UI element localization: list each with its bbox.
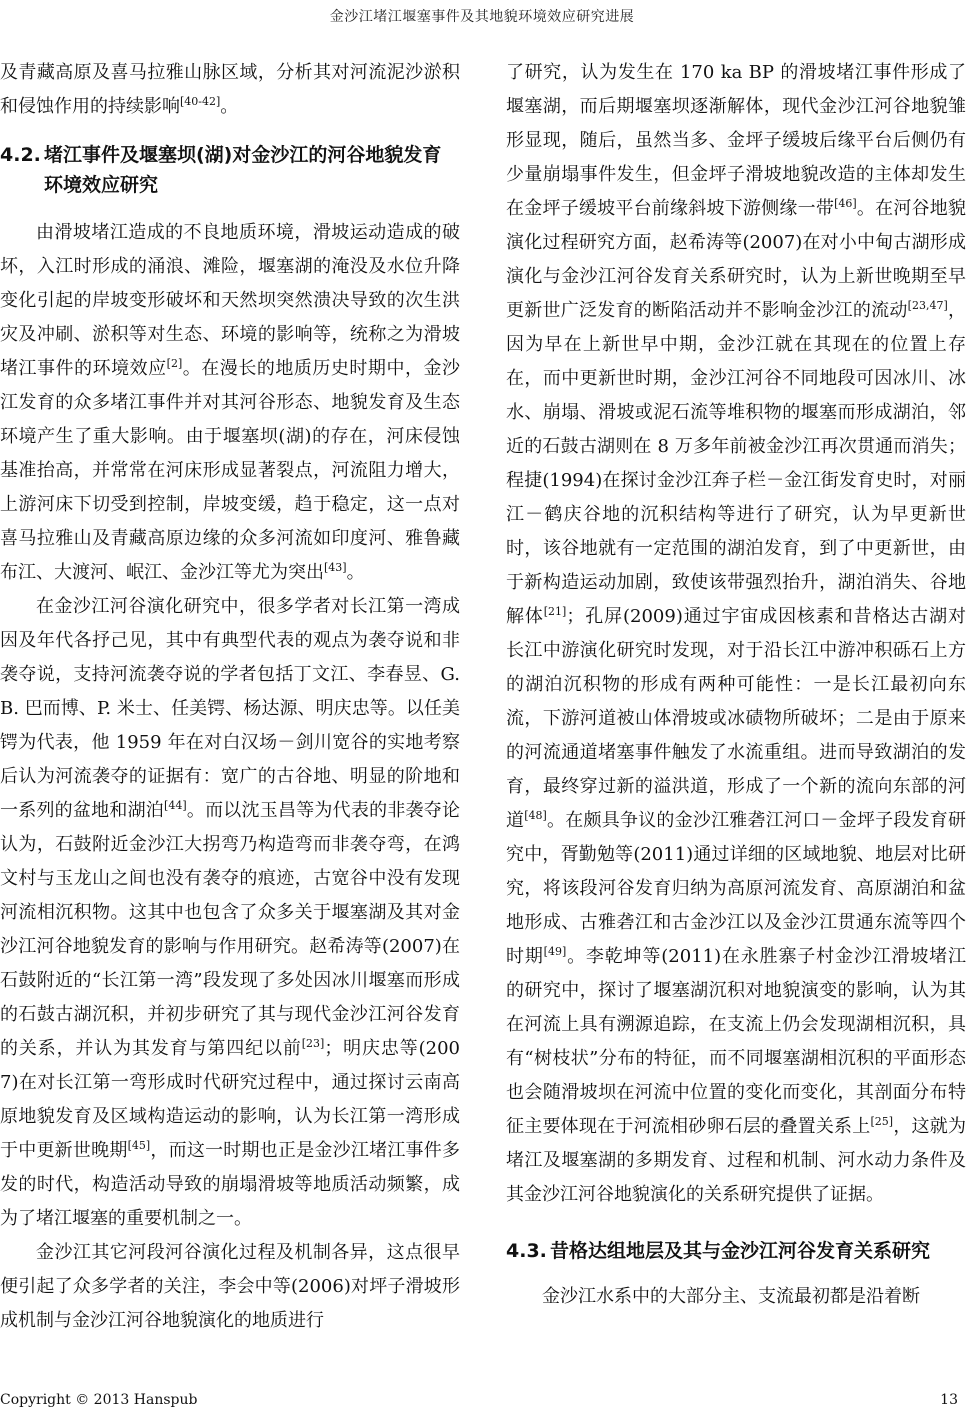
paragraph: 金沙江其它河段河谷演化过程及机制各异，这点很早便引起了众多学者的关注，李会中等(2006)对坪子滑坡形成机制与金沙江河谷地貌演化的地质进行 bbox=[0, 1242, 460, 1331]
section-title: 昔格达组地层及其与金沙江河谷发育关系研究 bbox=[550, 1240, 931, 1262]
right-column bbox=[506, 56, 966, 1314]
citation: [43] bbox=[324, 561, 347, 574]
page-number: 13 bbox=[940, 1392, 958, 1408]
section-number: 4.2. bbox=[0, 144, 41, 166]
section-title: 堵江事件及堰塞坝(湖)对金沙江的河谷地貌发育环境效应研究 bbox=[44, 144, 442, 196]
citation: [49] bbox=[543, 945, 567, 958]
citation: [25] bbox=[870, 1115, 894, 1128]
running-header: 金沙江堵江堰塞事件及其地貌环境效应研究进展 bbox=[329, 9, 635, 25]
citation: [23] bbox=[301, 1037, 325, 1050]
section-number: 4.3. bbox=[506, 1240, 547, 1262]
left-column bbox=[0, 56, 460, 1338]
section-heading-4-2 bbox=[0, 140, 460, 200]
citation: [44] bbox=[164, 799, 187, 812]
citation: [45] bbox=[127, 1139, 151, 1152]
paragraph: 金沙江水系中的大部分主、支流最初都是沿着断 bbox=[542, 1286, 920, 1307]
citation: [40-42] bbox=[180, 95, 221, 108]
footer-copyright: Copyright © 2013 Hanspub bbox=[0, 1392, 198, 1408]
section-heading-4-3 bbox=[506, 1236, 966, 1266]
paragraph: 由滑坡堵江造成的不良地质环境，滑坡运动造成的破坏，入江时形成的涌浪、滩险，堰塞湖的淹没及水位升降变化引起的岸坡变形破坏和天然坝突然溃决导致的次生洪灾及冲刷、淤积等对生态、环境的影响等，统称之为滑坡堵江事件的环境效应[2]。在漫长的地质历史时期中，金沙江发育的众多堵江事件并对其河谷形态、地貌发育及生态环境产生了重大影响。由于堰塞坝(湖)的存在，河床侵蚀基准抬高，并常常在河床形成显著裂点，河流阻力增大，上游河床下切受到控制，岸坡变缓，趋于稳定，这一点对喜马拉雅山及青藏高原边缘的众多河流如印度河、雅鲁藏布江、大渡河、岷江、金沙江等尤为突出[43]。 bbox=[0, 222, 461, 583]
citation: [21] bbox=[543, 605, 567, 618]
paragraph: 及青藏高原及喜马拉雅山脉区域，分析其对河流泥沙淤积和侵蚀作用的持续影响[40-42]。 bbox=[0, 62, 460, 117]
citation: [23,47] bbox=[907, 299, 948, 312]
citation: [46] bbox=[834, 197, 857, 210]
paragraph: 在金沙江河谷演化研究中，很多学者对长江第一湾成因及年代各抒己见，其中有典型代表的观点为袭夺说和非袭夺说，支持河流袭夺说的学者包括丁文江、李春昱、G. B. 巴而博、P. 米士、任美锷、杨达源、明庆忠等。以任美锷为代表，他 1959 年在对白汉场－剑川宽谷的实地考察后认为河流袭夺的证据有：宽广的古谷地、明显的阶地和一系列的盆地和湖泊[44]。而以沈玉昌等为代表的非袭夺论认为，石鼓附近金沙江大拐弯乃构造弯而非袭夺弯，在鸿文村与玉龙山之间也没有袭夺的痕迹，古宽谷中没有发现河流相沉积物。这其中也包含了众多关于堰塞湖及其对金沙江河谷地貌发育的影响与作用研究。赵希涛等(2007)在石鼓附近的“长江第一湾”段发现了多处因冰川堰塞而形成的石鼓古湖沉积，并初步研究了其与现代金沙江河谷发育的关系，并认为其发育与第四纪以前[23]；明庆忠等(2007)在对长江第一弯形成时代研究过程中，通过探讨云南高原地貌发育及区域构造运动的影响，认为长江第一湾形成于中更新世晚期[45]，而这一时期也正是金沙江堵江事件多发的时代，构造活动导致的崩塌滑坡等地质活动频繁，成为了堵江堰塞的重要机制之一。 bbox=[0, 596, 461, 1229]
paragraph: 了研究，认为发生在 170 ka BP 的滑坡堵江事件形成了堰塞湖，而后期堰塞坝逐渐解体，现代金沙江河谷地貌雏形显现，随后，虽然当多、金坪子缓坡后缘平台后侧仍有少量崩塌事件发生，但金坪子滑坡地貌改造的主体却发生在金坪子缓坡平台前缘斜坡下游侧缘一带[46]。在河谷地貌演化过程研究方面，赵希涛等(2007)在对小中甸古湖形成演化与金沙江河谷发育关系研究时，认为上新世晚期至早更新世广泛发育的断陷活动并不影响金沙江的流动[23,47]，因为早在上新世早中期，金沙江就在其现在的位置上存在，而中更新世时期，金沙江河谷不同地段可因冰川、冰水、崩塌、滑坡或泥石流等堆积物的堰塞而形成湖泊，邻近的石鼓古湖则在 8 万多年前被金沙江再次贯通而消失；程捷(1994)在探讨金沙江奔子栏－金江街发育史时，对丽江－鹤庆谷地的沉积结构等进行了研究，认为早更新世时，该谷地就有一定范围的湖泊发育，到了中更新世，由于新构造运动加剧，致使该带强烈抬升，湖泊消失、谷地解体[21]；孔屏(2009)通过宇宙成因核素和昔格达古湖对长江中游演化研究时发现，对于沿长江中游冲积砾石上方的湖泊沉积物的形成有两种可能性：一是长江最初向东流，下游河道被山体滑坡或冰碛物所破坏；二是由于原来的河流通道堵塞事件触发了水流重组。进而导致湖泊的发育，最终穿过新的溢洪道，形成了一个新的流向东部的河道[48]。在颇具争议的金沙江雅砻江河口－金坪子段发育研究中，胥勤勉等(2011)通过详细的区域地貌、地层对比研究，将该段河谷发育归纳为高原河流发育、高原湖泊和盆地形成、古雅砻江和古金沙江以及金沙江贯通东流等四个时期[49]。李乾坤等(2011)在永胜寨子村金沙江滑坡堵江的研究中，探讨了堰塞湖沉积对地貌演变的影响，认为其在河流上具有溯源追踪，在支流上仍会发现湖相沉积，具有“树枝状”分布的特征，而不同堰塞湖相沉积的平面形态也会随滑坡坝在河流中位置的变化而变化，其剖面分布特征主要体现在于河流相砂卵石层的叠置关系上[25]，这就为堵江及堰塞湖的多期发育、过程和机制、河水动力条件及其金沙江河谷地貌演化的关系研究提供了证据。 bbox=[506, 62, 966, 1205]
citation: [2] bbox=[166, 357, 183, 370]
citation: [48] bbox=[524, 809, 547, 822]
